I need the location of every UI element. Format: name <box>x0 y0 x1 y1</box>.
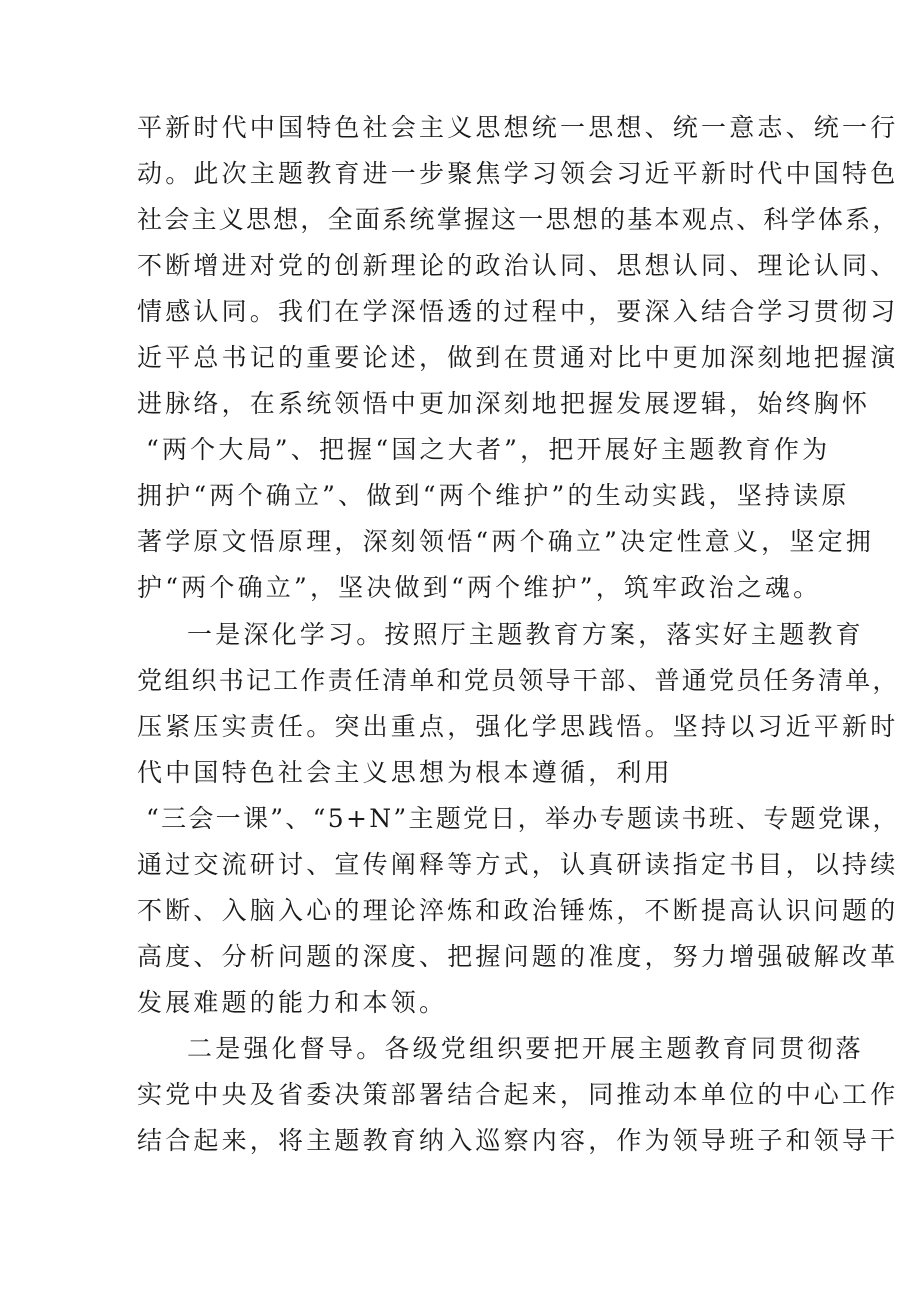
text-line: 党组织书记工作责任清单和党员领导干部、普通党员任务清单， <box>137 666 900 695</box>
text-line: 高度、分析问题的深度、把握问题的准度，努力增强破解改革 <box>137 942 899 971</box>
text-line: 不断、入脑入心的理论淬炼和政治锤炼，不断提高认识问题的 <box>137 896 899 925</box>
text-line: 平新时代中国特色社会主义思想统一思想、统一意志、统一行 <box>137 113 899 142</box>
text-line: 近平总书记的重要论述，做到在贯通对比中更加深刻地把握演 <box>137 343 899 372</box>
text-line: 通过交流研讨、宣传阐释等方式，认真研读指定书目，以持续 <box>137 850 899 879</box>
text-line: 代中国特色社会主义思想为根本遵循，利用 <box>137 758 673 787</box>
text-line: 压紧压实责任。突出重点，强化学思践悟。坚持以习近平新时 <box>137 712 899 741</box>
text-line: “两个大局”、把握“国之大者”，把开展好主题教育作为 <box>146 435 831 464</box>
text-line: “三会一课”、“5+N”主题党日，举办专题读书班、专题党课， <box>146 804 900 833</box>
text-line: 实党中央及省委决策部署结合起来，同推动本单位的中心工作 <box>137 1080 899 1109</box>
paragraph-first-line: 二是强化督导。各级党组织要把开展主题教育同贯彻落 <box>187 1034 864 1063</box>
paragraph-first-line: 一是深化学习。按照厅主题教育方案，落实好主题教育 <box>187 620 864 649</box>
text-line: 结合起来，将主题教育纳入巡察内容，作为领导班子和领导干 <box>137 1126 899 1155</box>
text-line: 社会主义思想，全面系统掌握这一思想的基本观点、科学体系， <box>137 205 900 234</box>
text-line: 情感认同。我们在学深悟透的过程中，要深入结合学习贯彻习 <box>137 297 899 326</box>
text-line: 著学原文悟原理，深刻领悟“两个确立”决定性意义，坚定拥 <box>137 527 874 556</box>
text-line: 护“两个确立”，坚决做到“两个维护”，筑牢政治之魂。 <box>137 573 822 602</box>
text-line: 拥护“两个确立”、做到“两个维护”的生动实践，坚持读原 <box>137 481 850 510</box>
text-line: 发展难题的能力和本领。 <box>137 988 448 1017</box>
text-line: 不断增进对党的创新理论的政治认同、思想认同、理论认同、 <box>137 251 899 280</box>
text-line: 进脉络，在系统领悟中更加深刻地把握发展逻辑，始终胸怀 <box>137 389 871 418</box>
text-line: 动。此次主题教育进一步聚焦学习领会习近平新时代中国特色 <box>137 159 899 188</box>
